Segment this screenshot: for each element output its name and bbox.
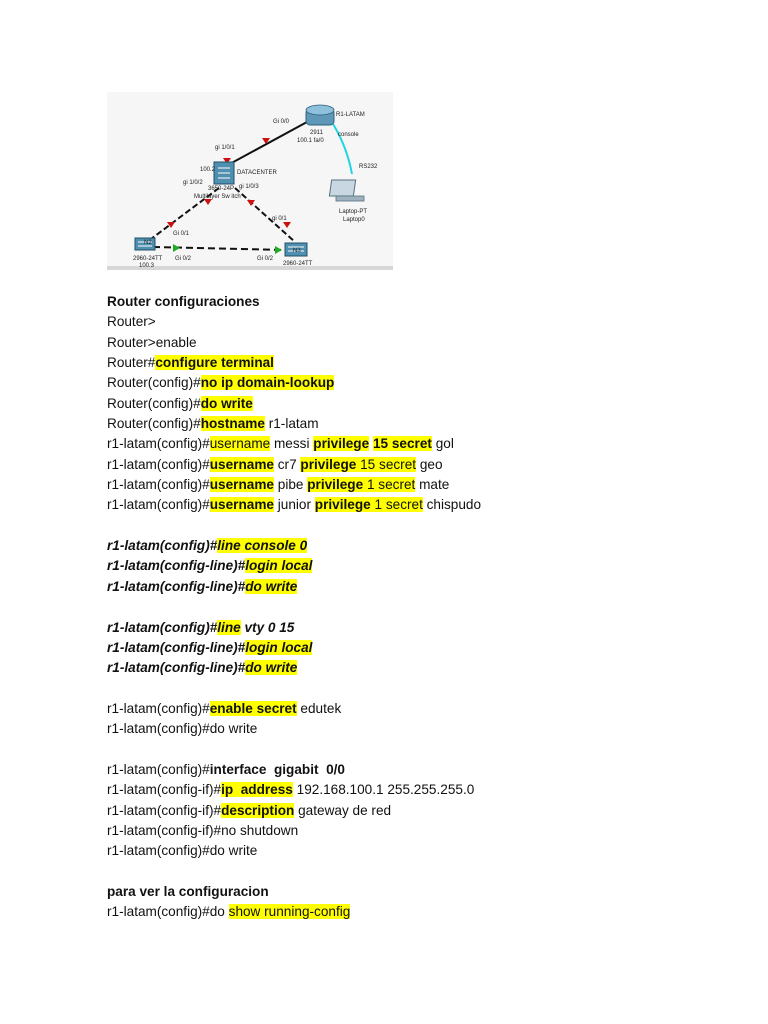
command-highlight: 1 secret [363, 477, 416, 493]
command-highlight: privilege [307, 477, 364, 493]
command-highlight: 15 secret [372, 436, 432, 452]
port-switch-up: gi 1/0/1 [215, 145, 235, 151]
prompt: r1-latam(config)# [107, 436, 210, 452]
argument: mate [415, 477, 450, 493]
switch-sub: Multilayer Sw itch [194, 194, 241, 200]
argument: vty 0 15 [240, 619, 295, 635]
router-port-gi00: Gi 0/0 [273, 119, 290, 125]
command-highlight: enable secret [209, 700, 297, 716]
prompt: r1-latam(config-line)# [107, 578, 246, 594]
config-line [107, 780, 747, 800]
prompt: r1-latam(config)# [107, 497, 210, 513]
config-line [107, 760, 747, 780]
command-highlight: privilege [313, 436, 370, 452]
config-line [107, 536, 747, 556]
laptop-port: RS232 [359, 164, 378, 170]
prompt: r1-latam(config)# [107, 538, 218, 554]
argument: chispudo [422, 497, 482, 513]
command-highlight: configure terminal [155, 355, 274, 371]
config-line: Router>enable [107, 334, 197, 350]
config-line [107, 902, 747, 922]
console-label: console [338, 132, 359, 138]
config-line-user-junior [107, 495, 747, 515]
command-highlight: 15 secret [356, 456, 417, 472]
command-highlight: do write [245, 578, 298, 594]
switch-model: 3650-24P [208, 186, 235, 192]
config-line: r1-latam(config-if)#no shutdown [107, 822, 299, 838]
prompt: r1-latam(config-if)# [107, 802, 222, 818]
argument: pibe [273, 477, 308, 493]
config-line-user-cr7 [107, 455, 747, 475]
command-highlight: line [217, 619, 241, 635]
prompt: r1-latam(config)# [107, 761, 210, 777]
command-highlight: do write [245, 660, 298, 676]
config-document [107, 292, 747, 923]
command-highlight: username [209, 456, 274, 472]
command-highlight: description [221, 802, 295, 818]
command-highlight: username [209, 497, 274, 513]
n3-model: 2960-24TT [283, 261, 313, 267]
n2-ip: 100.3 [139, 263, 155, 269]
prompt: Router(config)# [107, 416, 201, 432]
config-line: r1-latam(config)#do write [107, 721, 258, 737]
n2-model: 2960-24TT [133, 256, 163, 262]
multilayer-switch-icon [214, 162, 234, 184]
command-highlight: hostname [200, 416, 265, 432]
switch-name: DATACENTER [237, 170, 277, 176]
config-line [107, 394, 747, 414]
port-switch-left: gi 1/0/2 [183, 180, 203, 186]
port-n2-up: Gi 0/1 [173, 231, 190, 237]
command-highlight: no ip domain-lookup [200, 375, 335, 391]
argument: 192.168.100.1 255.255.255.0 [292, 782, 475, 798]
prompt: Router# [107, 355, 156, 371]
argument: gol [431, 436, 454, 452]
config-line [107, 414, 747, 434]
config-line-user-pibe [107, 475, 747, 495]
command-bold: interface gigabit 0/0 [209, 761, 345, 777]
router-name: R1-LATAM [336, 112, 365, 118]
router-icon [306, 105, 334, 125]
port-n2-right: Gi 0/2 [175, 256, 192, 262]
router-sub: 100.1 fa/0 [297, 138, 324, 144]
laptop-sub: Laptop0 [343, 217, 365, 223]
command-highlight: ip address [221, 782, 293, 798]
blank-line [107, 516, 747, 536]
command-highlight: login local [245, 558, 313, 574]
command-highlight: show running-config [228, 904, 351, 920]
prompt: r1-latam(config)# [107, 700, 210, 716]
config-line [107, 618, 747, 638]
port-switch-right: gi 1/0/3 [239, 184, 259, 190]
blank-line [107, 740, 747, 760]
prompt: r1-latam(config)# [107, 619, 218, 635]
prompt: r1-latam(config-line)# [107, 639, 246, 655]
n3-name: N3 [293, 248, 301, 254]
prompt: r1-latam(config-line)# [107, 558, 246, 574]
config-line [107, 373, 747, 393]
n2-name: N2 [144, 240, 152, 246]
port-n3-left: Gi 0/2 [257, 256, 274, 262]
config-line [107, 699, 747, 719]
prompt: r1-latam(config)#do [107, 904, 229, 920]
command-highlight: username [209, 477, 274, 493]
port-n3-up: gi 0/1 [272, 216, 287, 222]
argument: gateway de red [294, 802, 392, 818]
argument: r1-latam [264, 416, 319, 432]
command-highlight: privilege [314, 497, 371, 513]
command-highlight: 1 secret [370, 497, 423, 513]
command-highlight: login local [245, 639, 313, 655]
router-model: 2911 [310, 130, 323, 136]
switch-ip: 100.2 [200, 167, 216, 173]
blank-line [107, 597, 747, 617]
section-heading-view-config: para ver la configuracion [107, 883, 269, 899]
command-highlight: line console 0 [217, 538, 308, 554]
argument: edutek [296, 700, 342, 716]
config-line [107, 658, 747, 678]
blank-line [107, 862, 747, 882]
config-line [107, 638, 747, 658]
config-line: Router> [107, 314, 156, 330]
command-highlight: privilege [300, 456, 357, 472]
laptop-name: Laptop-PT [339, 209, 368, 215]
config-line [107, 556, 747, 576]
topology-diagram [107, 92, 393, 270]
command-highlight: do write [200, 395, 253, 411]
command-highlight: username [209, 436, 271, 452]
config-line: r1-latam(config)#do write [107, 843, 258, 859]
argument: messi [270, 436, 314, 452]
config-line-user-messi [107, 434, 747, 454]
argument: geo [416, 456, 443, 472]
prompt: r1-latam(config)# [107, 456, 210, 472]
config-line [107, 353, 747, 373]
prompt: Router(config)# [107, 395, 201, 411]
prompt: r1-latam(config-if)# [107, 782, 222, 798]
prompt: r1-latam(config)# [107, 477, 210, 493]
argument: cr7 [273, 456, 301, 472]
config-line [107, 577, 747, 597]
prompt: Router(config)# [107, 375, 201, 391]
network-topology-figure [107, 92, 393, 270]
prompt: r1-latam(config-line)# [107, 660, 246, 676]
config-line [107, 801, 747, 821]
blank-line [107, 679, 747, 699]
section-heading-router: Router configuraciones [107, 294, 260, 309]
argument: junior [273, 497, 315, 513]
